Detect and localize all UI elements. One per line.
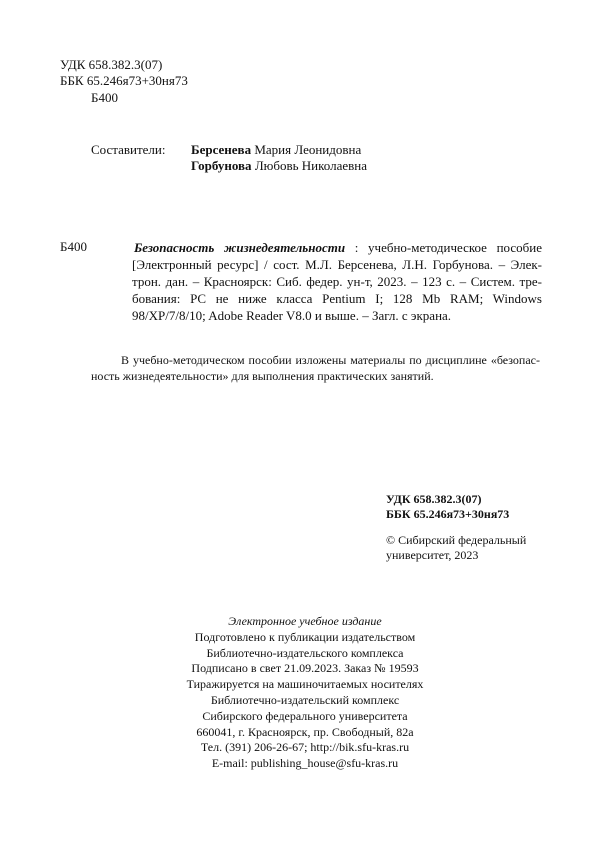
author-1 <box>191 142 361 158</box>
bib-line-3: трон. дан. – Красноярск: Сиб. федер. ун-т, 2023. – 123 с. – Систем. тре- <box>132 274 542 289</box>
bib-line-5: 98/XP/7/8/10; Adobe Reader V8.0 и выше. – Загл. с экрана. <box>132 308 452 323</box>
bib-title: Безопасность жизнедеятельности <box>134 240 346 255</box>
bib-record <box>134 239 542 324</box>
imprint-email: E-mail: publishing_house@sfu-kras.ru <box>211 756 399 771</box>
imprint-line: Библиотечно-издательский комплекс <box>210 692 400 707</box>
bib-line-2: [Электронный ресурс] / сост. М.Л. Берсенева, Л.Н. Горбунова. – Элек- <box>132 257 542 272</box>
imprint-line: Библиотечно-издательского комплекса <box>206 645 404 660</box>
annotation-line-1: В учебно-методическом пособии изложены материалы по дисциплине «безопас- <box>121 353 540 367</box>
imprint-line: Подготовлено к публикации издательством <box>194 629 416 644</box>
author-2-name: Любовь Николаевна <box>251 158 367 173</box>
authors-label: Составители: <box>91 142 166 157</box>
imprint-line: Подписано в свет 21.09.2023. Заказ № 19593 <box>191 661 419 676</box>
bib-line-1: Безопасность жизнедеятельности : учебно-методическое пособие <box>134 240 542 255</box>
classification-bbk: ББК 65.246я73+30ня73 <box>386 507 510 521</box>
annotation-line-2: ность жизнедеятельности» для выполнения практических занятий. <box>91 369 434 383</box>
annotation <box>91 352 540 384</box>
author-2-surname: Горбунова <box>191 158 252 173</box>
imprint-line: 660041, г. Красноярск, пр. Свободный, 82а <box>196 724 414 739</box>
imprint <box>170 614 440 772</box>
bib-line-4: бования: PC не ниже класса Pentium I; 128 Mb RAM; Windows <box>132 291 542 306</box>
author-1-surname: Берсенева <box>191 142 252 157</box>
imprint-edition-type: Электронное учебное издание <box>228 614 382 628</box>
copyright-line-2: университет, 2023 <box>386 548 479 562</box>
author-1-name: Мария Леонидовна <box>251 142 362 157</box>
header-udk: УДК 658.382.3(07) <box>60 57 163 72</box>
copyright-line-1: © Сибирский федеральный <box>386 533 527 547</box>
imprint-line: Сибирского федерального университета <box>202 708 408 723</box>
header-author-code: Б400 <box>91 90 118 105</box>
header-bbk: ББК 65.246я73+30ня73 <box>60 73 188 88</box>
classification-udk: УДК 658.382.3(07) <box>386 492 482 506</box>
bib-code: Б400 <box>60 239 87 254</box>
imprint-line: Тел. (391) 206-26-67; http://bik.sfu-kras.ru <box>200 740 410 755</box>
imprint-line: Тиражируется на машиночитаемых носителях <box>186 677 424 692</box>
author-2 <box>191 158 367 174</box>
